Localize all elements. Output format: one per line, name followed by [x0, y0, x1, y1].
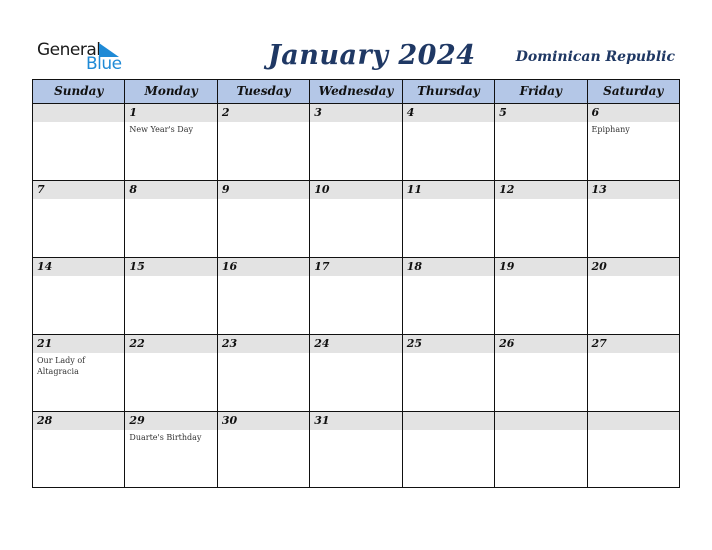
day-cell — [218, 181, 310, 257]
date-band — [218, 181, 309, 199]
day-number: 25 — [406, 337, 422, 350]
weekday-thursday: Thursday — [403, 80, 495, 103]
date-band — [33, 104, 124, 122]
day-number: 16 — [221, 260, 238, 273]
day-cell — [33, 258, 125, 334]
date-band — [125, 181, 216, 199]
day-cell — [218, 258, 310, 334]
holiday-label: Epiphany — [591, 125, 630, 134]
country-name: Dominican Republic — [515, 49, 675, 65]
day-number: 15 — [129, 260, 145, 273]
day-cell — [125, 181, 217, 257]
day-cell — [125, 412, 217, 487]
weekday-monday: Monday — [125, 80, 217, 103]
day-cell — [588, 104, 679, 180]
day-number: 2 — [221, 106, 230, 119]
day-number: 29 — [129, 414, 145, 427]
day-cell — [310, 181, 402, 257]
day-cell — [588, 181, 679, 257]
day-number: 31 — [314, 414, 330, 427]
holiday-label: Duarte's Birthday — [129, 433, 202, 442]
week-row — [33, 104, 679, 181]
week-row — [33, 412, 679, 487]
day-number: 23 — [221, 337, 238, 350]
weekday-header-row — [33, 80, 679, 104]
day-cell — [33, 412, 125, 487]
day-cell — [495, 412, 587, 487]
day-cell — [310, 412, 402, 487]
date-band — [125, 104, 216, 122]
generalblue-logo — [37, 40, 127, 74]
holiday-label: New Year's Day — [129, 125, 194, 134]
day-number: 6 — [591, 106, 600, 119]
date-band — [218, 104, 309, 122]
day-number: 21 — [37, 337, 53, 350]
day-cell — [588, 412, 679, 487]
day-number: 20 — [591, 260, 607, 273]
day-number: 28 — [37, 414, 53, 427]
logo-text-blue: Blue — [86, 54, 122, 74]
weekday-tuesday: Tuesday — [218, 80, 310, 103]
date-band — [495, 412, 586, 430]
day-number: 26 — [499, 337, 515, 350]
day-cell — [495, 181, 587, 257]
day-number: 11 — [406, 183, 422, 196]
day-cell — [588, 258, 679, 334]
day-cell — [403, 181, 495, 257]
logo-text-general: General — [37, 40, 101, 60]
day-number: 12 — [499, 183, 515, 196]
week-row — [33, 258, 679, 335]
day-number: 1 — [129, 106, 138, 119]
weekday-wednesday: Wednesday — [310, 80, 402, 103]
day-cell — [403, 104, 495, 180]
day-cell — [125, 258, 217, 334]
day-number: 10 — [314, 183, 330, 196]
weekday-friday: Friday — [495, 80, 587, 103]
date-band — [310, 104, 401, 122]
day-cell — [218, 104, 310, 180]
day-number: 4 — [406, 106, 415, 119]
week-row — [33, 181, 679, 258]
day-number: 30 — [221, 414, 238, 427]
weekday-sunday: Sunday — [33, 80, 125, 103]
day-cell — [403, 258, 495, 334]
day-number: 18 — [406, 260, 422, 273]
date-band — [588, 412, 679, 430]
date-band — [495, 104, 586, 122]
day-number: 8 — [129, 183, 138, 196]
day-cell — [588, 335, 679, 411]
day-cell — [218, 335, 310, 411]
day-number: 22 — [129, 337, 145, 350]
date-band — [403, 412, 494, 430]
day-cell — [495, 104, 587, 180]
day-number: 14 — [37, 260, 53, 273]
day-number: 19 — [499, 260, 515, 273]
day-number: 9 — [221, 183, 230, 196]
week-row — [33, 335, 679, 412]
day-cell — [33, 335, 125, 411]
day-number: 24 — [314, 337, 330, 350]
day-cell — [218, 412, 310, 487]
day-cell — [495, 258, 587, 334]
holiday-label: Our Lady of Altagracia — [37, 356, 86, 376]
date-band — [588, 104, 679, 122]
weekday-saturday: Saturday — [603, 84, 664, 98]
day-number: 13 — [591, 183, 607, 196]
day-cell — [403, 412, 495, 487]
day-number: 17 — [314, 260, 330, 273]
day-cell — [125, 335, 217, 411]
day-cell — [403, 335, 495, 411]
day-cell — [310, 104, 402, 180]
day-number: 7 — [37, 183, 45, 196]
calendar-title: January 2024 — [268, 40, 476, 71]
day-cell — [310, 335, 402, 411]
day-cell — [495, 335, 587, 411]
date-band — [403, 104, 494, 122]
day-cell — [33, 104, 125, 180]
day-cell — [125, 104, 217, 180]
date-band — [33, 181, 124, 199]
day-cell — [310, 258, 402, 334]
day-number: 27 — [591, 337, 607, 350]
calendar-grid — [32, 79, 680, 488]
day-number: 5 — [499, 106, 507, 119]
day-number: 3 — [314, 106, 322, 119]
day-cell — [33, 181, 125, 257]
